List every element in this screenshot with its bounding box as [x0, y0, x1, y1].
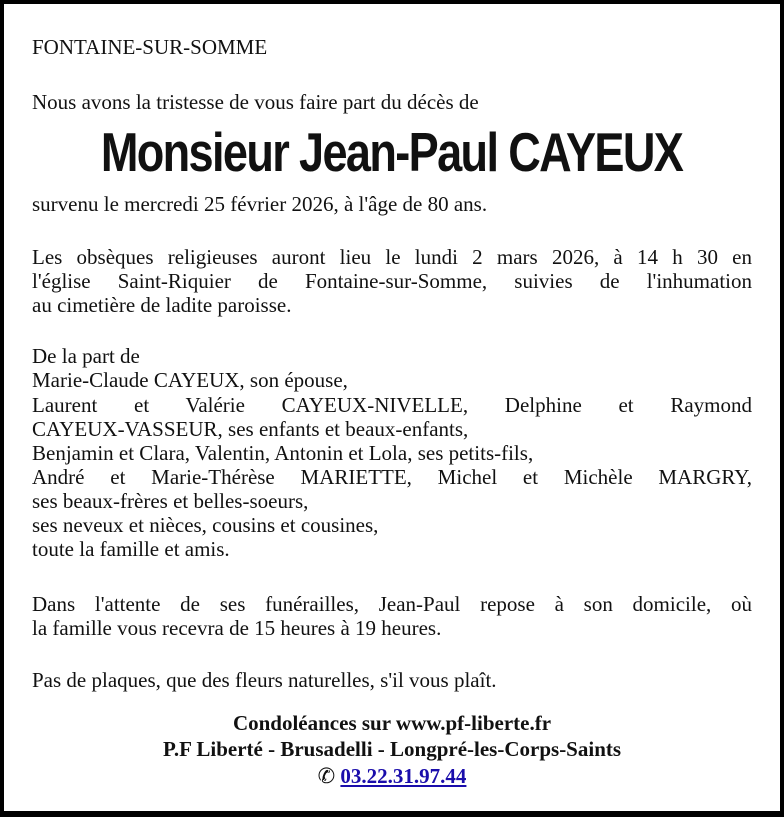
- funeral-line: Les obsèques religieuses auront lieu le lundi 2 mars 2026, à 14 h 30 en: [32, 245, 752, 269]
- family-line: Laurent et Valérie CAYEUX-NIVELLE, Delphine et Raymond: [32, 393, 752, 417]
- death-date-text: survenu le mercredi 25 février 2026, à l'âge de 80 ans.: [32, 192, 488, 216]
- family-line: Benjamin et Clara, Valentin, Antonin et Lola, ses petits-fils,: [32, 441, 534, 465]
- intro-text: Nous avons la tristesse de vous faire part du décès de: [32, 90, 479, 114]
- family-line: toute la famille et amis.: [32, 537, 230, 561]
- deceased-name: Monsieur Jean-Paul CAYEUX: [101, 121, 683, 183]
- family-line: ses neveux et nièces, cousins et cousines,: [32, 513, 379, 537]
- funeral-line: au cimetière de ladite paroisse.: [32, 293, 292, 317]
- family-line: André et Marie-Thérèse MARIETTE, Michel et Michèle MARGRY,: [32, 465, 752, 489]
- family-line: CAYEUX-VASSEUR, ses enfants et beaux-enfants,: [32, 417, 469, 441]
- telephone-icon: ✆: [317, 764, 336, 788]
- phone-row: [4, 763, 780, 789]
- funeral-home: P.F Liberté - Brusadelli - Longpré-les-Corps-Saints: [162, 737, 622, 761]
- rest-line: la famille vous recevra de 15 heures à 19 heures.: [32, 616, 442, 640]
- family-line: De la part de: [32, 344, 140, 368]
- flowers-text: Pas de plaques, que des fleurs naturelles, s'il vous plaît.: [32, 668, 497, 692]
- phone-link[interactable]: 03.22.31.97.44: [340, 764, 467, 788]
- family-line: Marie-Claude CAYEUX, son épouse,: [32, 368, 348, 392]
- family-line: ses beaux-frères et belles-soeurs,: [32, 489, 309, 513]
- location: FONTAINE-SUR-SOMME: [32, 35, 268, 59]
- rest-line: Dans l'attente de ses funérailles, Jean-Paul repose à son domicile, où: [32, 592, 752, 616]
- condolences-text: Condoléances sur www.pf-liberte.fr: [232, 711, 552, 735]
- funeral-line: l'église Saint-Riquier de Fontaine-sur-Somme, suivies de l'inhumation: [32, 269, 752, 293]
